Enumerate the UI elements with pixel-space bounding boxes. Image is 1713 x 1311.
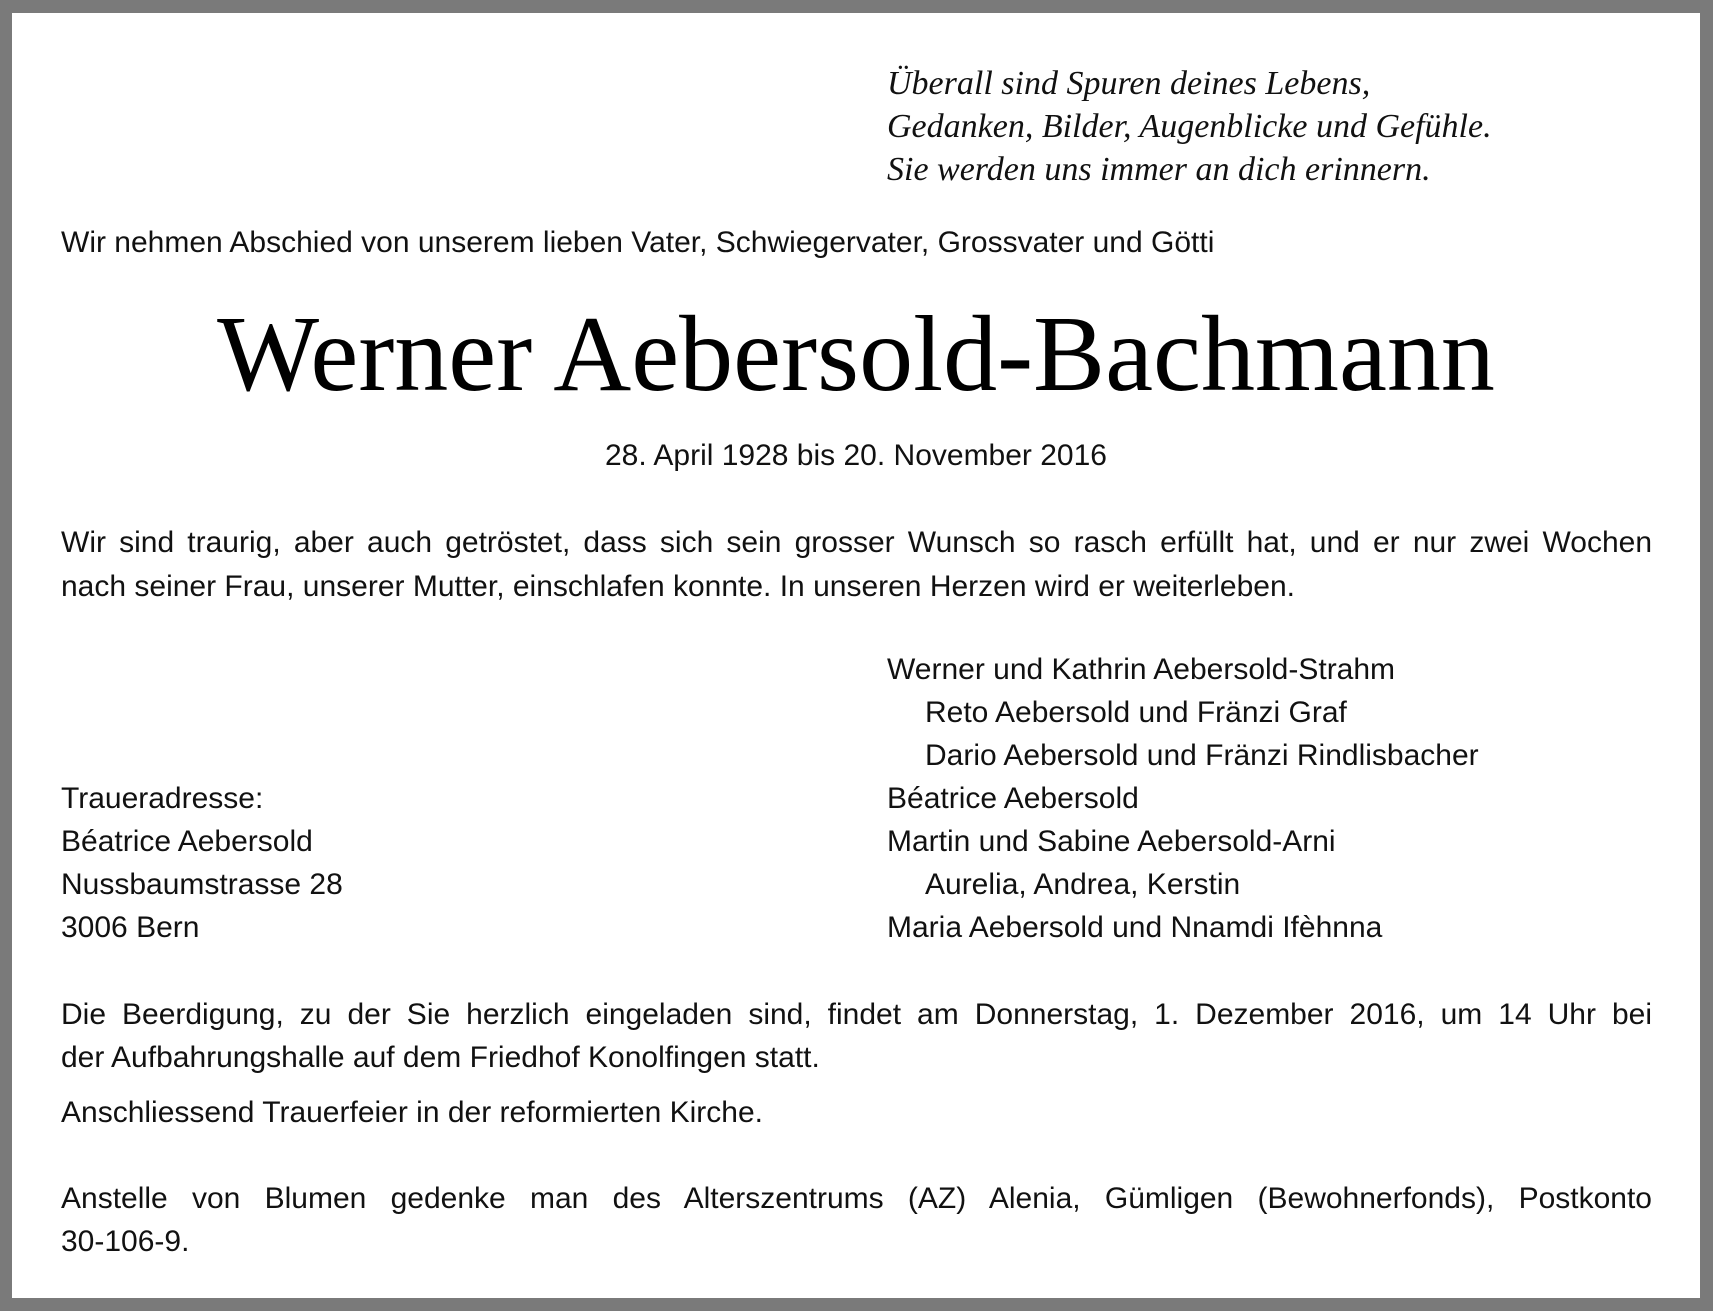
address-line: 3006 Bern [61,911,200,944]
message-line: Wir sind traurig, aber auch getröstet, dass sich sein grosser Wunsch so rasch erfüllt hat, und er nur zwei Wochen [61,526,1652,559]
funeral-line: Die Beerdigung, zu der Sie herzlich eingeladen sind, findet am Donnerstag, 1. Dezember 2016, um 14 Uhr bei [61,998,1652,1031]
donation-line: 30-106-9. [61,1225,190,1258]
family-member: Béatrice Aebersold [887,782,1139,815]
family-member: Aurelia, Andrea, Kerstin [925,868,1241,901]
quote-line: Überall sind Spuren deines Lebens, [887,65,1371,102]
family-member: Maria Aebersold und Nnamdi Ifèhnna [887,911,1383,944]
address-line: Béatrice Aebersold [61,825,313,858]
life-dates: 28. April 1928 bis 20. November 2016 [605,439,1107,472]
family-member: Reto Aebersold und Fränzi Graf [925,696,1347,729]
message-line: nach seiner Frau, unserer Mutter, einschlafen konnte. In unseren Herzen wird er weiterleben. [61,570,1295,603]
family-member: Werner und Kathrin Aebersold-Strahm [887,653,1396,686]
address-line: Nussbaumstrasse 28 [61,868,343,901]
family-member: Dario Aebersold und Fränzi Rindlisbacher [925,739,1479,772]
funeral-line: der Aufbahrungshalle auf dem Friedhof Konolfingen statt. [61,1041,820,1074]
deceased-name: Werner Aebersold-Bachmann [217,295,1495,414]
donation-line: Anstelle von Blumen gedenke man des Alterszentrums (AZ) Alenia, Gümligen (Bewohnerfonds), Postkonto [61,1182,1652,1215]
address-label: Traueradresse: [61,782,264,815]
ceremony-text: Anschliessend Trauerfeier in der reformierten Kirche. [61,1096,763,1129]
quote-line: Sie werden uns immer an dich erinnern. [887,151,1431,188]
family-member: Martin und Sabine Aebersold-Arni [887,825,1336,858]
obituary-page [12,13,1700,1298]
intro-text: Wir nehmen Abschied von unserem lieben Vater, Schwiegervater, Grossvater und Götti [61,226,1215,259]
quote-line: Gedanken, Bilder, Augenblicke und Gefühle. [887,108,1492,145]
